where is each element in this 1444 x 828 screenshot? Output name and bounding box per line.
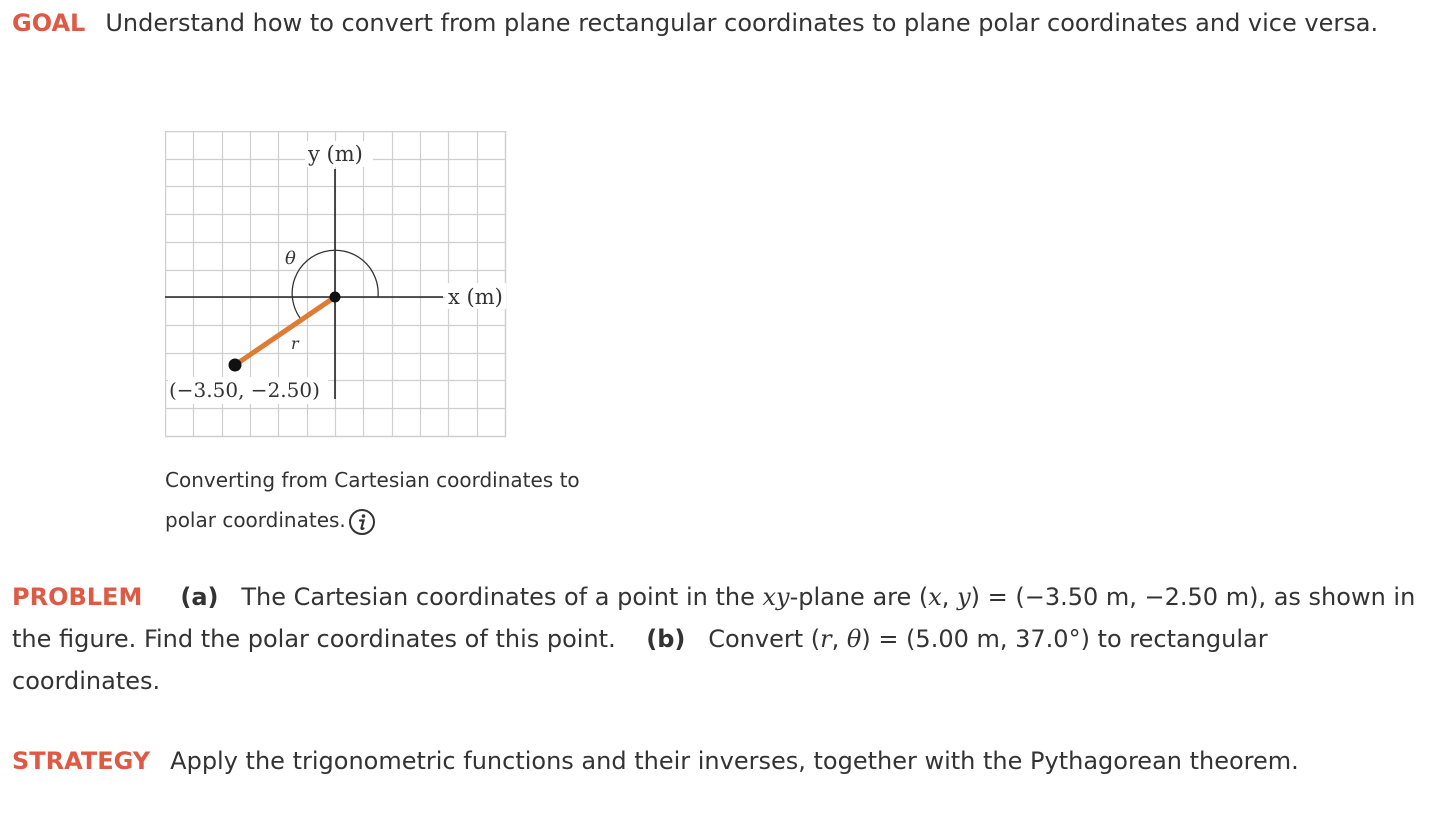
info-icon[interactable] (348, 508, 376, 536)
y-axis-label: y (m) (308, 142, 363, 166)
part-b-text-2: ) = (5.00 m, 37.0°) to rectangular coordinates. (12, 625, 1268, 695)
origin-point (330, 292, 341, 303)
figure-caption (165, 460, 585, 540)
problem-paragraph (12, 576, 1422, 702)
part-a-y: y (957, 583, 971, 611)
part-b-comma: , (831, 625, 847, 653)
problem-label: PROBLEM (12, 583, 143, 611)
part-a-x: x (928, 583, 942, 611)
strategy-paragraph (12, 740, 1422, 782)
goal-text: Understand how to convert from plane rectangular coordinates to plane polar coordinates and vice versa. (105, 9, 1379, 37)
part-b-text-1: Convert ( (708, 625, 821, 653)
goal-label: GOAL (12, 9, 86, 37)
caption-text: Converting from Cartesian coordinates to polar coordinates. (165, 468, 580, 532)
strategy-text: Apply the trigonometric functions and their inverses, together with the Pythagorean theorem. (170, 747, 1299, 775)
part-a-text-2: -plane are ( (789, 583, 929, 611)
point-label: (−3.50, −2.50) (169, 378, 320, 402)
part-b-r: r (820, 625, 832, 653)
part-a-xy: xy (762, 583, 790, 611)
coordinate-figure (165, 131, 509, 439)
part-a-text-3: ) = (−3.50 m, −2.50 m), as shown in the figure. Find the polar coordinates of this point. (12, 583, 1416, 653)
strategy-label: STRATEGY (12, 747, 151, 775)
part-a-comma: , (941, 583, 958, 611)
goal-paragraph (12, 2, 1422, 44)
r-label: r (291, 334, 299, 353)
data-point (229, 359, 242, 372)
part-a-text-1: The Cartesian coordinates of a point in the (241, 583, 763, 611)
x-axis-label: x (m) (448, 285, 503, 309)
theta-label: θ (285, 248, 296, 269)
part-a-label: (a) (180, 583, 219, 611)
part-b-label: (b) (646, 625, 686, 653)
coordinate-plot (165, 131, 509, 439)
part-b-theta: θ (846, 625, 862, 653)
